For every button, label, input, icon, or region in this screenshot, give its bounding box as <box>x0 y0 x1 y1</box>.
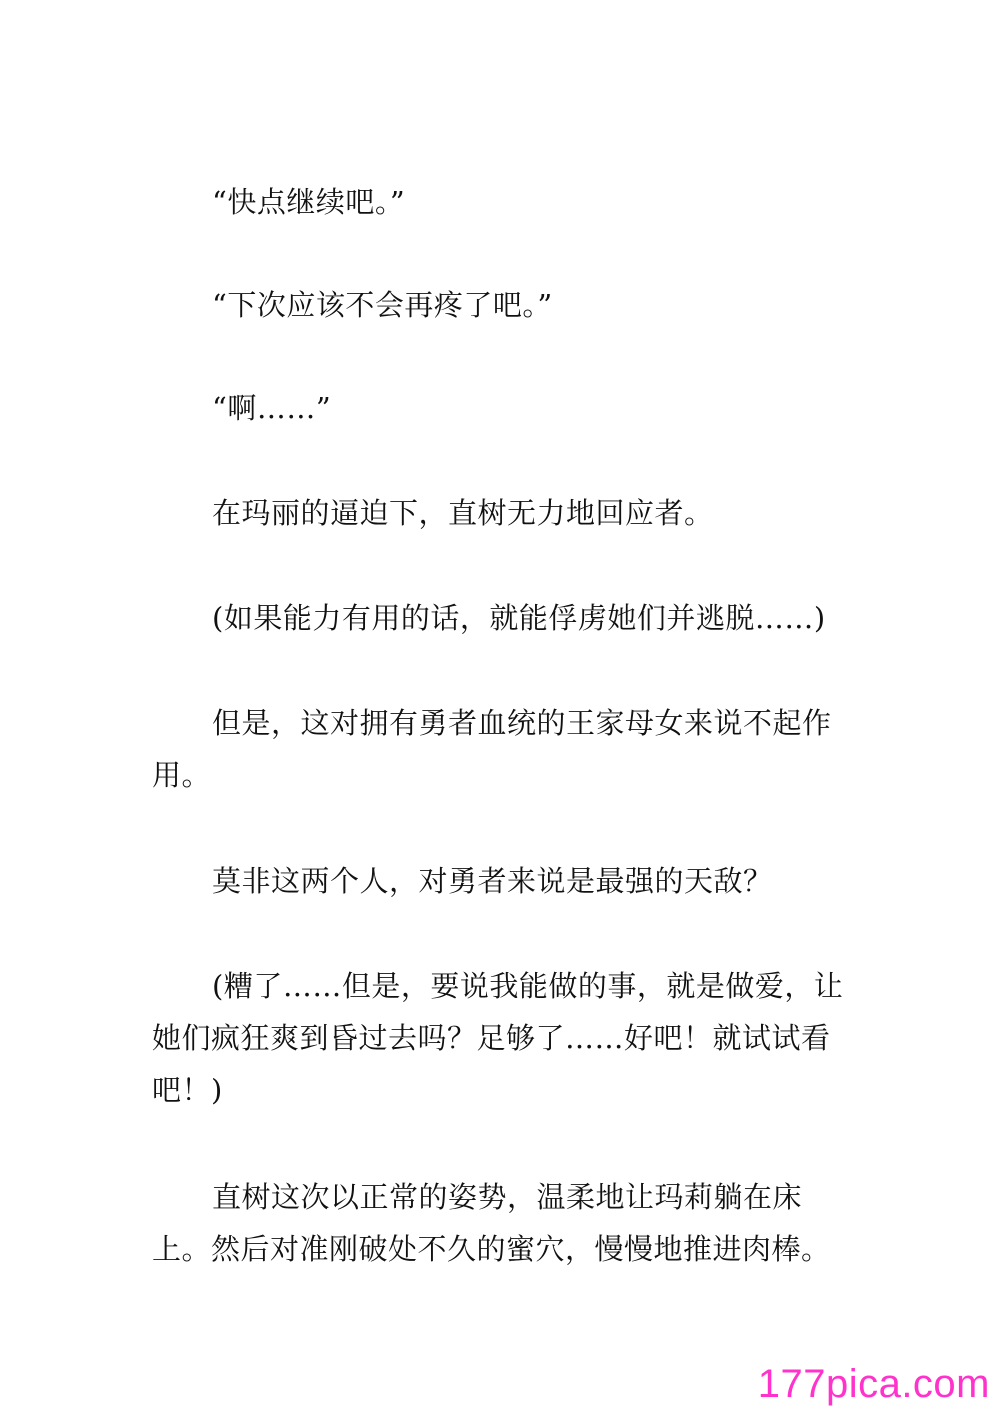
paragraph-1: “快点继续吧。” <box>212 185 406 219</box>
watermark-text: 177pica.com <box>757 1362 990 1406</box>
paragraph-3: “啊……” <box>212 391 332 425</box>
paragraph-4: 在玛丽的逼迫下，直树无力地回应者。 <box>212 496 714 530</box>
paragraph-7: 莫非这两个人，对勇者来说是最强的天敌？ <box>212 864 773 898</box>
paragraph-5: (如果能力有用的话，就能俘虏她们并逃脱……) <box>212 601 826 635</box>
paragraph-6: 但是，这对拥有勇者血统的王家母女来说不起作用。 <box>152 706 832 792</box>
paragraph-8: (糟了……但是，要说我能做的事，就是做爱，让她们疯狂爽到昏过去吗？足够了……好吧！就试试看吧！) <box>152 969 844 1107</box>
paragraph-9: 直树这次以正常的姿势，温柔地让玛莉躺在床上。然后对准刚破处不久的蜜穴，慢慢地推进肉棒。 <box>152 1180 831 1266</box>
paragraph-2: “下次应该不会再疼了吧。” <box>212 288 553 322</box>
